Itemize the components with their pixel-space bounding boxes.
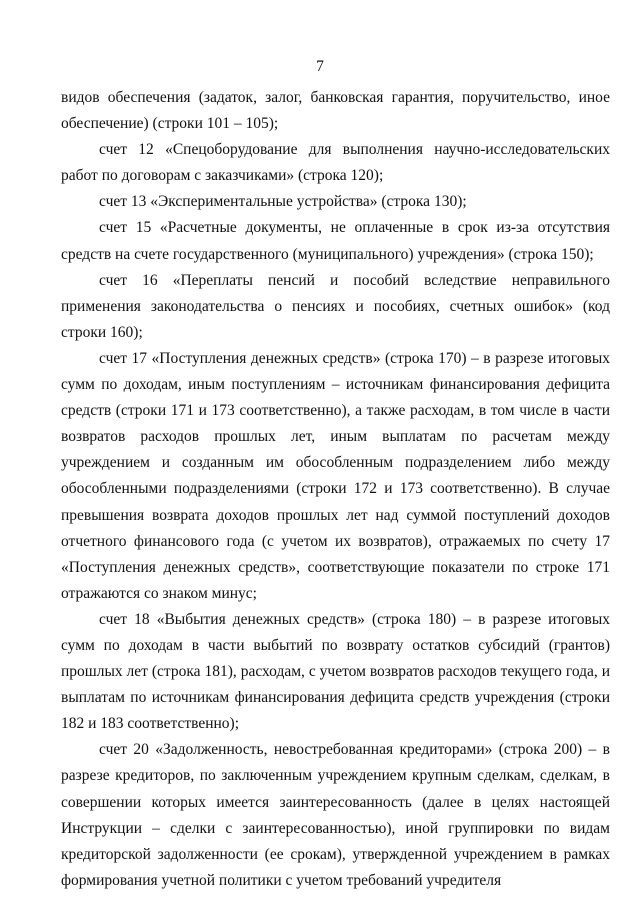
paragraph-account-13: счет 13 «Экспериментальные устройства» (строка 130); bbox=[99, 193, 467, 211]
paragraph-continuation: видов обеспечения (задаток, залог, банковская гарантия, поручительство, иное обеспечение) (строки 101 – 105); bbox=[61, 89, 610, 133]
paragraph-account-18: счет 18 «Выбытия денежных средств» (строка 180) – в разрезе итоговых сумм по доходам в части выбытий по возврату остатков субсидий (грантов) прошлых лет (строка 181), расходам, с учетом возвратов расходов текущего года, и выплатам по источникам финансирования дефицита средств учреждения (строки 182 и 183 соответственно); bbox=[61, 610, 610, 733]
page-number: 7 bbox=[316, 58, 324, 75]
paragraph-account-17: счет 17 «Поступления денежных средств» (строка 170) – в разрезе итоговых сумм по доходам, иным поступлениям – источникам финансирования дефицита средств (строки 171 и 173 соответственно), а также расходам, в том числе в части возвратов расходов прошлых лет, иным выплатам по расчетам между учреждением и созданным им обособленным подразделением либо между обособленными подразделениями (строки 172 и 173 соответственно). В случае превышения возврата доходов прошлых лет над суммой поступлений доходов отчетного финансового года (с учетом их возвратов), отражаемых по счету 17 «Поступления денежных средств», соответствующие показатели по строке 171 отражаются со знаком минус; bbox=[61, 349, 610, 602]
paragraph-account-20: счет 20 «Задолженность, невостребованная кредиторами» (строка 200) – в разрезе кредиторов, по заключенным учреждением крупным сделкам, сделкам, в совершении которых имеется заинтересованность (далее в целях настоящей Инструкции – сделки с заинтересованностью), иной группировки по видам кредиторской задолженности (ее срокам), утвержденной учреждением в рамках формирования учетной политики с учетом требований учредителя bbox=[61, 741, 610, 889]
paragraph-account-16: счет 16 «Переплаты пенсий и пособий вследствие неправильного применения законодательства о пенсиях и пособиях, счетных ошибок» (код строки 160); bbox=[61, 271, 610, 341]
paragraph-account-15: счет 15 «Расчетные документы, не оплаченные в срок из-за отсутствия средств на счете государственного (муниципального) учреждения» (строка 150); bbox=[61, 219, 610, 263]
paragraph-account-12: счет 12 «Спецоборудование для выполнения научно-исследовательских работ по договорам с заказчиками» (строка 120); bbox=[61, 141, 610, 185]
document-body bbox=[61, 85, 610, 894]
